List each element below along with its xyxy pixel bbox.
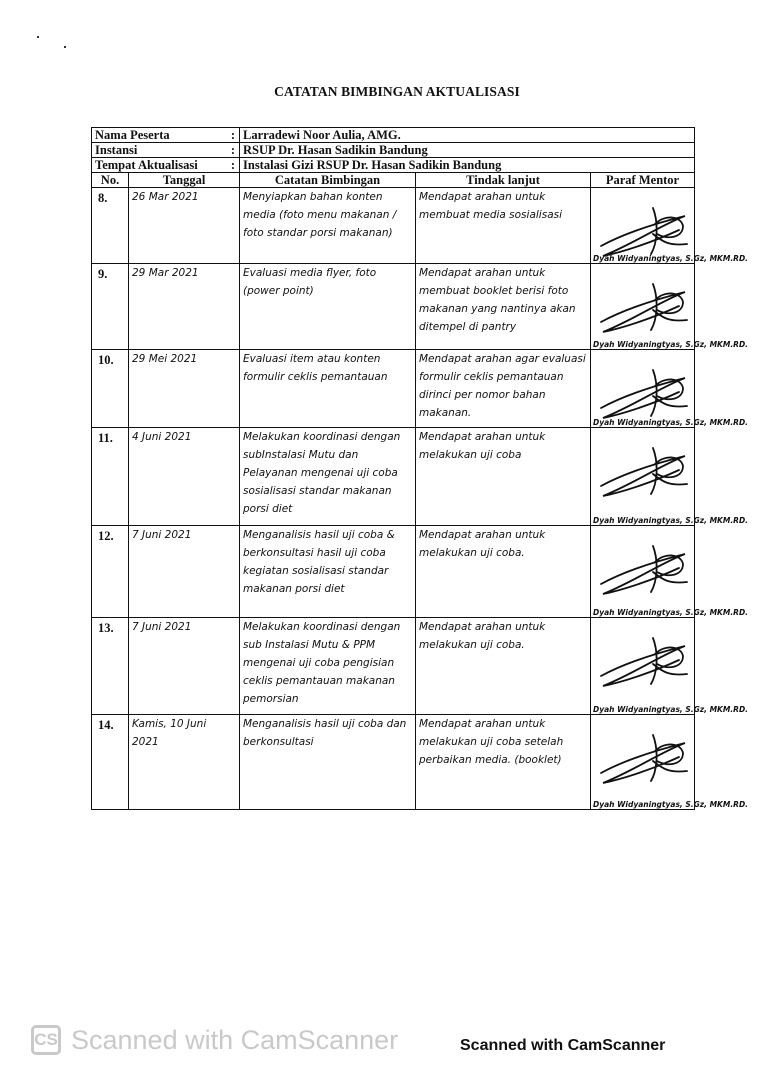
info-colon: : [230, 128, 235, 142]
table-row [92, 264, 695, 350]
watermark-text: Scanned with CamScanner [71, 1024, 399, 1055]
mentor-name: Dyah Widyaningtyas, S.Gz, MKM.RD. [593, 608, 749, 617]
row-number: 11. [92, 428, 129, 526]
handwritten-signature [593, 194, 693, 260]
handwritten-signature [593, 270, 693, 336]
row-notes: Menganalisis hasil uji coba & berkonsultasi hasil uji coba kegiatan sosialisasi standar makanan porsi diet [240, 526, 416, 618]
table-body [92, 188, 749, 810]
scan-speck [37, 36, 39, 38]
row-followup: Mendapat arahan untuk melakukan uji coba setelah perbaikan media. (booklet) [416, 715, 591, 810]
mentor-signature-cell [591, 428, 749, 526]
handwritten-signature [593, 532, 693, 598]
row-followup: Mendapat arahan agar evaluasi formulir ceklis pemantauan dirinci per nomor bahan makanan. [416, 350, 591, 428]
row-date: 29 Mar 2021 [129, 264, 240, 350]
mentor-signature-cell [591, 350, 749, 428]
row-date: 7 Juni 2021 [129, 618, 240, 715]
mentor-signature-cell [591, 188, 749, 264]
info-row-institution [92, 143, 695, 158]
mentor-signature-cell [591, 618, 749, 715]
row-notes: Evaluasi item atau konten formulir ceklis pemantauan [240, 350, 416, 428]
mentor-name: Dyah Widyaningtyas, S.Gz, MKM.RD. [593, 340, 749, 349]
scan-speck [64, 46, 66, 48]
row-date: 29 Mei 2021 [129, 350, 240, 428]
column-header-signature: Paraf Mentor [591, 173, 695, 188]
row-followup: Mendapat arahan untuk membuat media sosialisasi [416, 188, 591, 264]
row-followup: Mendapat arahan untuk melakukan uji coba. [416, 618, 591, 715]
info-colon: : [230, 158, 235, 172]
row-notes: Melakukan koordinasi dengan subInstalasi Mutu dan Pelayanan mengenai uji coba sosialisasi standar makanan porsi diet [240, 428, 416, 526]
table-header-row [92, 173, 695, 188]
info-value: RSUP Dr. Hasan Sadikin Bandung [240, 143, 695, 158]
row-date: Kamis, 10 Juni 2021 [129, 715, 240, 810]
camscanner-logo-icon: CS [31, 1025, 61, 1055]
row-number: 12. [92, 526, 129, 618]
row-notes: Evaluasi media flyer, foto (power point) [240, 264, 416, 350]
document-title: CATATAN BIMBINGAN AKTUALISASI [274, 84, 520, 99]
row-notes: Melakukan koordinasi dengan sub Instalasi Mutu & PPM mengenai uji coba pengisian ceklis pemantauan makanan pemorsian [240, 618, 416, 715]
camscanner-watermark [31, 1023, 398, 1057]
mentor-name: Dyah Widyaningtyas, S.Gz, MKM.RD. [593, 800, 749, 809]
row-followup: Mendapat arahan untuk melakukan uji coba [416, 428, 591, 526]
row-number: 9. [92, 264, 129, 350]
mentor-name: Dyah Widyaningtyas, S.Gz, MKM.RD. [593, 254, 749, 263]
column-header-followup: Tindak lanjut [416, 173, 591, 188]
mentor-signature-cell [591, 715, 749, 810]
table-row [92, 428, 695, 526]
info-row-location [92, 158, 695, 173]
row-number: 8. [92, 188, 129, 264]
info-label: Nama Peserta [95, 128, 170, 142]
row-date: 26 Mar 2021 [129, 188, 240, 264]
table-row [92, 618, 695, 715]
info-value: Instalasi Gizi RSUP Dr. Hasan Sadikin Bandung [240, 158, 695, 173]
handwritten-signature [593, 721, 693, 787]
mentor-name: Dyah Widyaningtyas, S.Gz, MKM.RD. [593, 516, 749, 525]
scanned-label: Scanned with CamScanner [460, 1037, 666, 1054]
info-value: Larradewi Noor Aulia, AMG. [240, 128, 695, 143]
mentor-signature-cell [591, 526, 749, 618]
table-row [92, 350, 695, 428]
handwritten-signature [593, 624, 693, 690]
mentor-signature-cell [591, 264, 749, 350]
row-number: 10. [92, 350, 129, 428]
guidance-table [91, 127, 749, 810]
row-date: 7 Juni 2021 [129, 526, 240, 618]
row-followup: Mendapat arahan untuk melakukan uji coba. [416, 526, 591, 618]
info-label: Tempat Aktualisasi [95, 158, 198, 172]
mentor-name: Dyah Widyaningtyas, S.Gz, MKM.RD. [593, 418, 749, 427]
row-number: 13. [92, 618, 129, 715]
handwritten-signature [593, 434, 693, 500]
row-date: 4 Juni 2021 [129, 428, 240, 526]
table-row [92, 188, 695, 264]
column-header-no: No. [92, 173, 129, 188]
info-label: Instansi [95, 143, 138, 157]
table-row [92, 526, 695, 618]
handwritten-signature [593, 356, 693, 422]
column-header-notes: Catatan Bimbingan [240, 173, 416, 188]
info-colon: : [230, 143, 235, 157]
table-row [92, 715, 695, 810]
column-header-date: Tanggal [129, 173, 240, 188]
row-number: 14. [92, 715, 129, 810]
row-followup: Mendapat arahan untuk membuat booklet berisi foto makanan yang nantinya akan ditempel di pantry [416, 264, 591, 350]
row-notes: Menyiapkan bahan konten media (foto menu makanan / foto standar porsi makanan) [240, 188, 416, 264]
info-row-name [92, 128, 695, 143]
mentor-name: Dyah Widyaningtyas, S.Gz, MKM.RD. [593, 705, 749, 714]
row-notes: Menganalisis hasil uji coba dan berkonsultasi [240, 715, 416, 810]
